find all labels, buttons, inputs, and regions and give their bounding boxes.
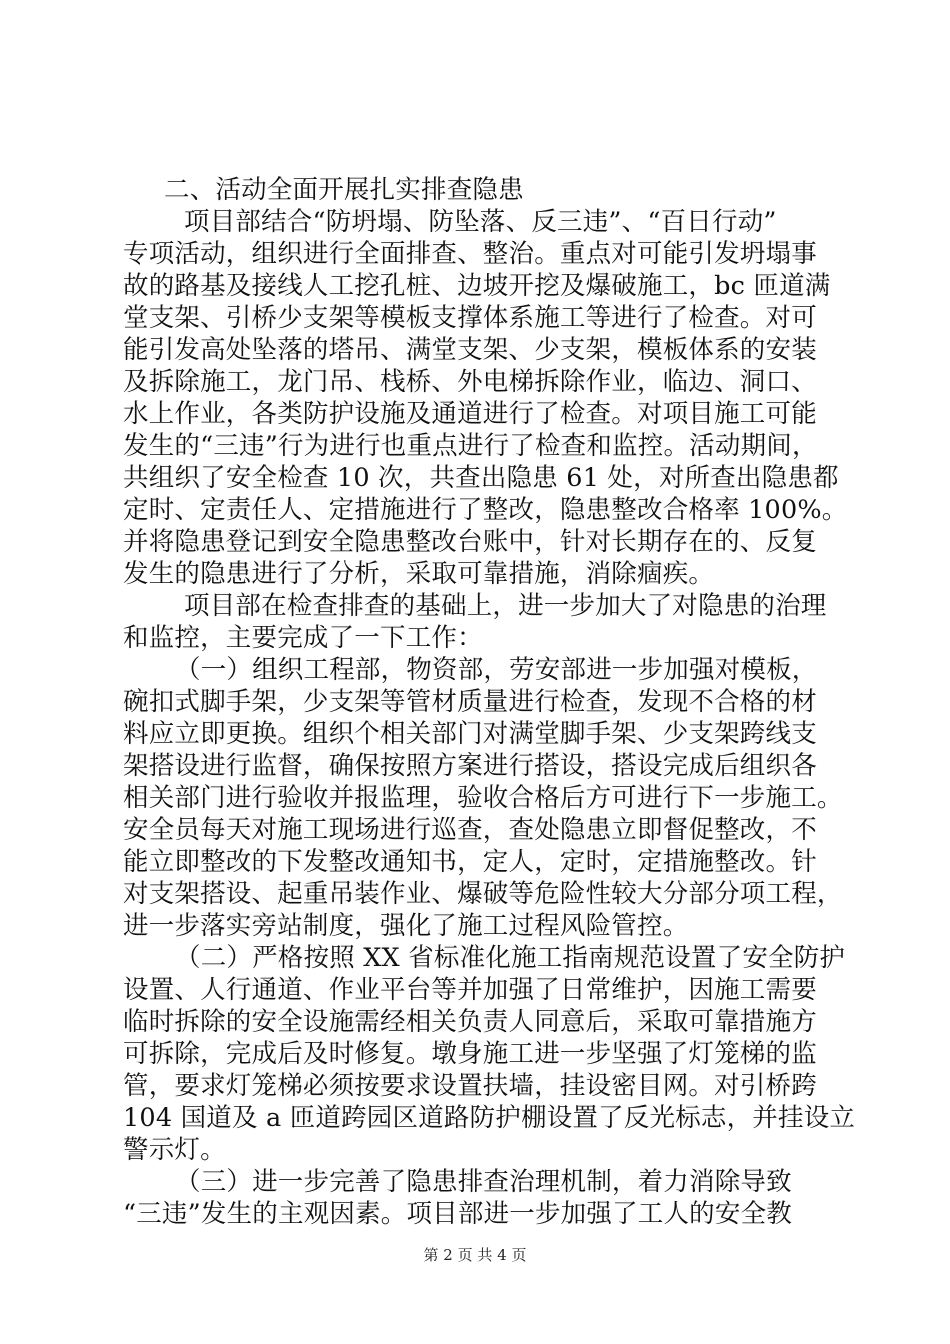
text-line: 发生的隐患进行了分析，采取可靠措施，消除痼疾。 <box>123 559 715 589</box>
text-line: 管，要求灯笼梯必须按要求设置扶墙，挂设密目网。对引桥跨 <box>123 1071 817 1101</box>
text-line: （一）组织工程部，物资部，劳安部进一步加强对模板， <box>175 655 818 685</box>
text-line: 临时拆除的安全设施需经相关负责人同意后，采取可靠措施方 <box>123 1007 817 1037</box>
text-line: 相关部门进行验收并报监理，验收合格后方可进行下一步施工。 <box>123 783 843 813</box>
text-line: 发生的“三违”行为进行也重点进行了检查和监控。活动期间， <box>123 431 818 461</box>
text-line: 共组织了安全检查 10 次，共查出隐患 61 处，对所查出隐患都 <box>123 463 839 493</box>
text-line: 项目部结合“防坍塌、防坠落、反三违”、“百日行动” <box>184 207 777 237</box>
text-line: 和监控，主要完成了一下工作： <box>123 623 483 653</box>
text-line: 堂支架、引桥少支架等模板支撑体系施工等进行了检查。对可 <box>123 303 817 333</box>
text-line: 可拆除，完成后及时修复。墩身施工进一步坚强了灯笼梯的监 <box>123 1039 817 1069</box>
text-line: 104 国道及 a 匝道跨园区道路防护棚设置了反光标志，并挂设立 <box>123 1103 856 1133</box>
text-line: 二、活动全面开展扎实排查隐患 <box>164 175 524 205</box>
text-line: （二）严格按照 XX 省标准化施工指南规范设置了安全防护 <box>175 943 846 973</box>
text-line: 专项活动，组织进行全面排查、整治。重点对可能引发坍塌事 <box>123 239 817 269</box>
text-line: 定时、定责任人、定措施进行了整改，隐患整改合格率 100%。 <box>123 495 848 525</box>
text-line: 对支架搭设、起重吊装作业、爆破等危险性较大分部分项工程， <box>123 879 843 909</box>
text-line: 能引发高处坠落的塔吊、满堂支架、少支架，模板体系的安装 <box>123 335 817 365</box>
text-line: 水上作业，各类防护设施及通道进行了检查。对项目施工可能 <box>123 399 817 429</box>
text-line: 及拆除施工，龙门吊、栈桥、外电梯拆除作业，临边、洞口、 <box>123 367 817 397</box>
text-line: 安全员每天对施工现场进行巡查，查处隐患立即督促整改，不 <box>123 815 817 845</box>
text-line: 能立即整改的下发整改通知书，定人，定时，定措施整改。针 <box>123 847 817 877</box>
text-line: 警示灯。 <box>123 1135 226 1165</box>
text-line: 料应立即更换。组织个相关部门对满堂脚手架、少支架跨线支 <box>123 719 817 749</box>
text-line: 碗扣式脚手架，少支架等管材质量进行检查，发现不合格的材 <box>123 687 817 717</box>
text-line: 故的路基及接线人工挖孔桩、边坡开挖及爆破施工，bc 匝道满 <box>123 271 831 301</box>
page-footer: 第 2 页 共 4 页 <box>423 1246 527 1264</box>
text-line: 并将隐患登记到安全隐患整改台账中，针对长期存在的、反复 <box>123 527 817 557</box>
text-line: （三）进一步完善了隐患排查治理机制，着力消除导致 <box>175 1167 792 1197</box>
text-line: 架搭设进行监督，确保按照方案进行搭设，搭设完成后组织各 <box>123 751 817 781</box>
text-line: 设置、人行通道、作业平台等并加强了日常维护，因施工需要 <box>123 975 817 1005</box>
text-line: 进一步落实旁站制度，强化了施工过程风险管控。 <box>123 911 689 941</box>
text-line: 项目部在检查排查的基础上，进一步加大了对隐患的治理 <box>184 591 827 621</box>
text-line: “三违”发生的主观因素。项目部进一步加强了工人的安全教 <box>123 1199 792 1229</box>
